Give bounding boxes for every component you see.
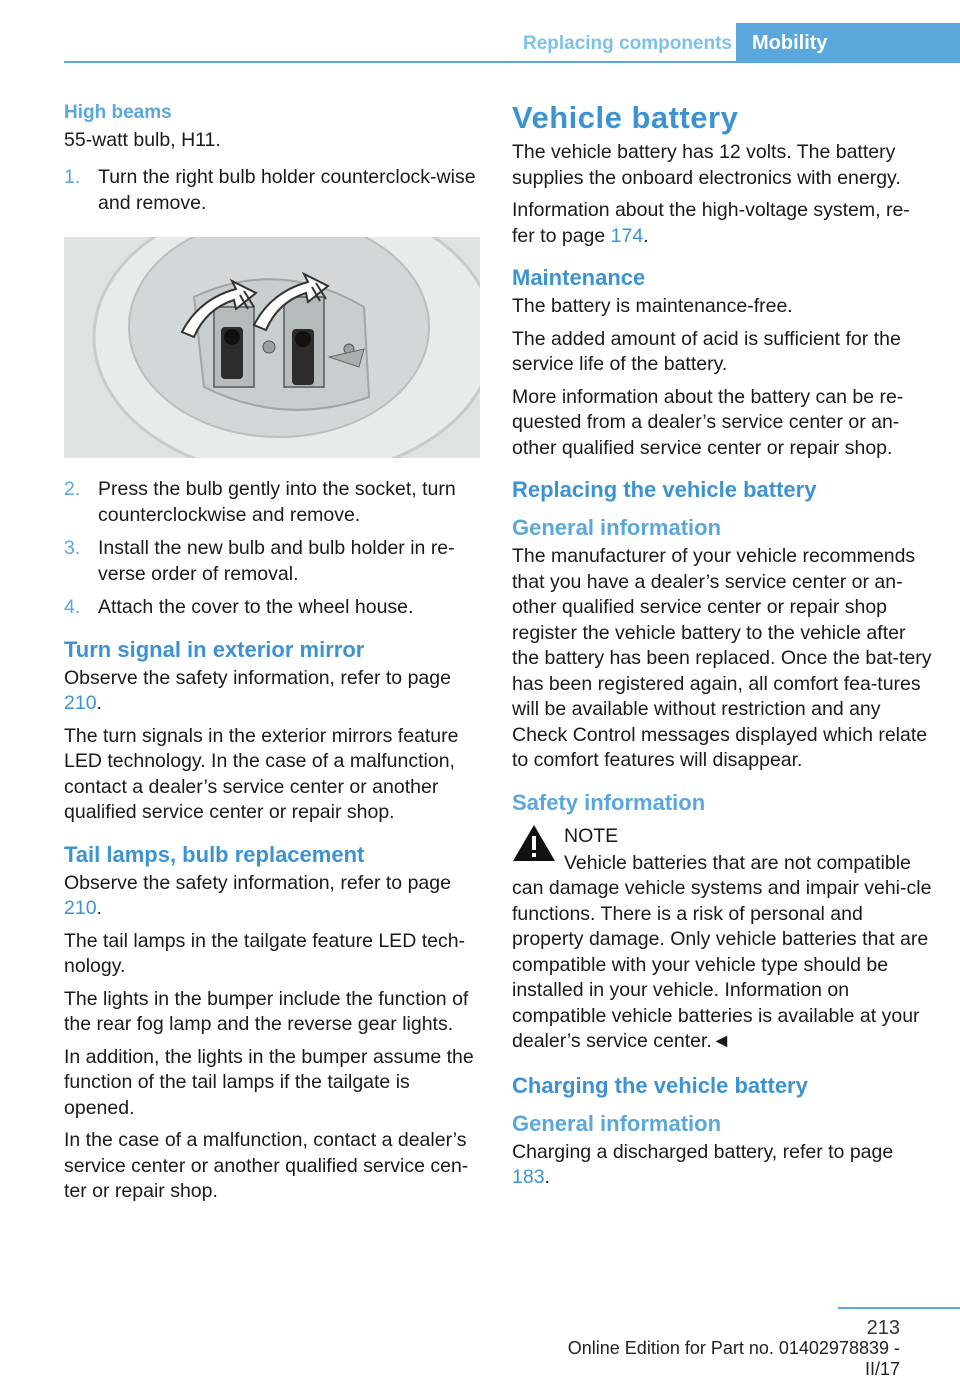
step-number: 4.: [64, 596, 81, 618]
left-column: [64, 100, 484, 1212]
page-number: 213: [866, 1317, 900, 1339]
charging-ref: Charging a discharged battery, refer to page 183.: [512, 1140, 894, 1188]
high-beams-spec: 55-watt bulb, H11.: [64, 128, 221, 151]
turn-signal-ref: Observe the safety information, refer to page 210.: [64, 666, 451, 714]
ref-text: Information about the high-voltage system, re-fer to page: [512, 199, 910, 247]
battery-intro-1: The vehicle battery has 12 volts. The battery supplies the onboard electronics with energy.: [512, 141, 901, 189]
step-number: 1.: [64, 166, 81, 188]
warning-triangle-icon: [512, 823, 556, 863]
page-link-183[interactable]: 183: [512, 1166, 545, 1188]
maintenance-p3: More information about the battery can be re-quested from a dealer’s service center or an-other qualified service center or repair shop.: [512, 385, 904, 459]
step-4: [64, 595, 484, 621]
bulb-holder-illustration: [64, 237, 480, 458]
page-link-174[interactable]: 174: [610, 224, 644, 247]
charging-heading: Charging the vehicle battery: [512, 1072, 808, 1098]
note-body: Vehicle batteries that are not compatible can damage vehicle systems and impair vehi-cle functions. There is a risk of personal and property damage. Only vehicle batteries that are compatible with your vehicle type should be installed in your vehicle. Information on compatible vehicle batteries is available at your dealer’s service center.◄: [512, 851, 932, 1052]
replacing-general-body: The manufacturer of your vehicle recommends that you have a dealer’s service center or an-other qualified service center or repair shop register the vehicle battery to the vehicle after the battery has been replaced. Once the bat-tery has been registered again, all comfort fea-tures will be available without restriction and any Check Control messages displayed which relate to comfort features will disappear.: [512, 545, 932, 771]
vehicle-battery-heading: Vehicle battery: [512, 100, 739, 135]
note-label: NOTE: [564, 824, 619, 847]
step-3: [64, 536, 484, 587]
tail-lamps-p4: In the case of a malfunction, contact a dealer’s service center or another qualified service cen-ter or repair shop.: [64, 1129, 469, 1202]
header-divider: [64, 61, 960, 63]
step-text: Press the bulb gently into the socket, turn counterclockwise and remove.: [98, 478, 456, 526]
tail-lamps-heading: Tail lamps, bulb replacement: [64, 841, 365, 867]
footer-divider: [838, 1307, 960, 1309]
maintenance-p1: The battery is maintenance-free.: [512, 295, 793, 317]
step-text: Install the new bulb and bulb holder in re-verse order of removal.: [98, 537, 455, 585]
high-beams-title: High beams: [64, 102, 172, 123]
charging-general-heading: General information: [512, 1110, 722, 1136]
headlight-bulb-figure: [64, 237, 480, 458]
replacing-general-heading: General information: [512, 515, 722, 540]
ref-text: Charging a discharged battery, refer to page: [512, 1140, 894, 1163]
turn-signal-body: The turn signals in the exterior mirrors feature LED technology. In the case of a malfunction, contact a dealer’s service center or another qualified service center or repair shop.: [64, 724, 459, 823]
step-2: [64, 477, 484, 528]
header-section-title: Replacing components: [522, 33, 732, 54]
ref-text: Observe the safety information, refer to page: [64, 666, 451, 689]
tail-lamps-p3: In addition, the lights in the bumper assume the function of the tail lamps if the tailgate is opened.: [64, 1045, 474, 1119]
tail-lamps-ref: Observe the safety information, refer to page 210.: [64, 871, 451, 919]
page-link-210[interactable]: 210: [64, 897, 97, 919]
tail-lamps-p2: The lights in the bumper include the function of the rear fog lamp and the reverse gear lights.: [64, 987, 469, 1035]
safety-heading: Safety information: [512, 789, 706, 815]
turn-signal-heading: Turn signal in exterior mirror: [64, 636, 365, 662]
header-chapter-tab: Mobility: [736, 23, 960, 61]
battery-intro-2: Information about the high-voltage system, re-fer to page 174.: [512, 199, 910, 247]
step-text: Turn the right bulb holder counterclock-wise and remove.: [98, 166, 476, 214]
ref-text: Observe the safety information, refer to page: [64, 871, 451, 894]
page-link-210[interactable]: 210: [64, 692, 97, 714]
step-1: [64, 165, 484, 216]
step-text: Attach the cover to the wheel house.: [98, 596, 414, 618]
note-box: [512, 824, 932, 1055]
right-column: [512, 100, 932, 1198]
step-number: 3.: [64, 537, 81, 559]
maintenance-p2: The added amount of acid is sufficient for the service life of the battery.: [512, 327, 901, 375]
maintenance-heading: Maintenance: [512, 265, 646, 290]
replacing-battery-heading: Replacing the vehicle battery: [512, 477, 817, 502]
step-number: 2.: [64, 478, 81, 500]
footer-edition: Online Edition for Part no. 01402978839 - II/17: [567, 1338, 900, 1379]
tail-lamps-p1: The tail lamps in the tailgate feature LED tech-nology.: [64, 929, 466, 977]
